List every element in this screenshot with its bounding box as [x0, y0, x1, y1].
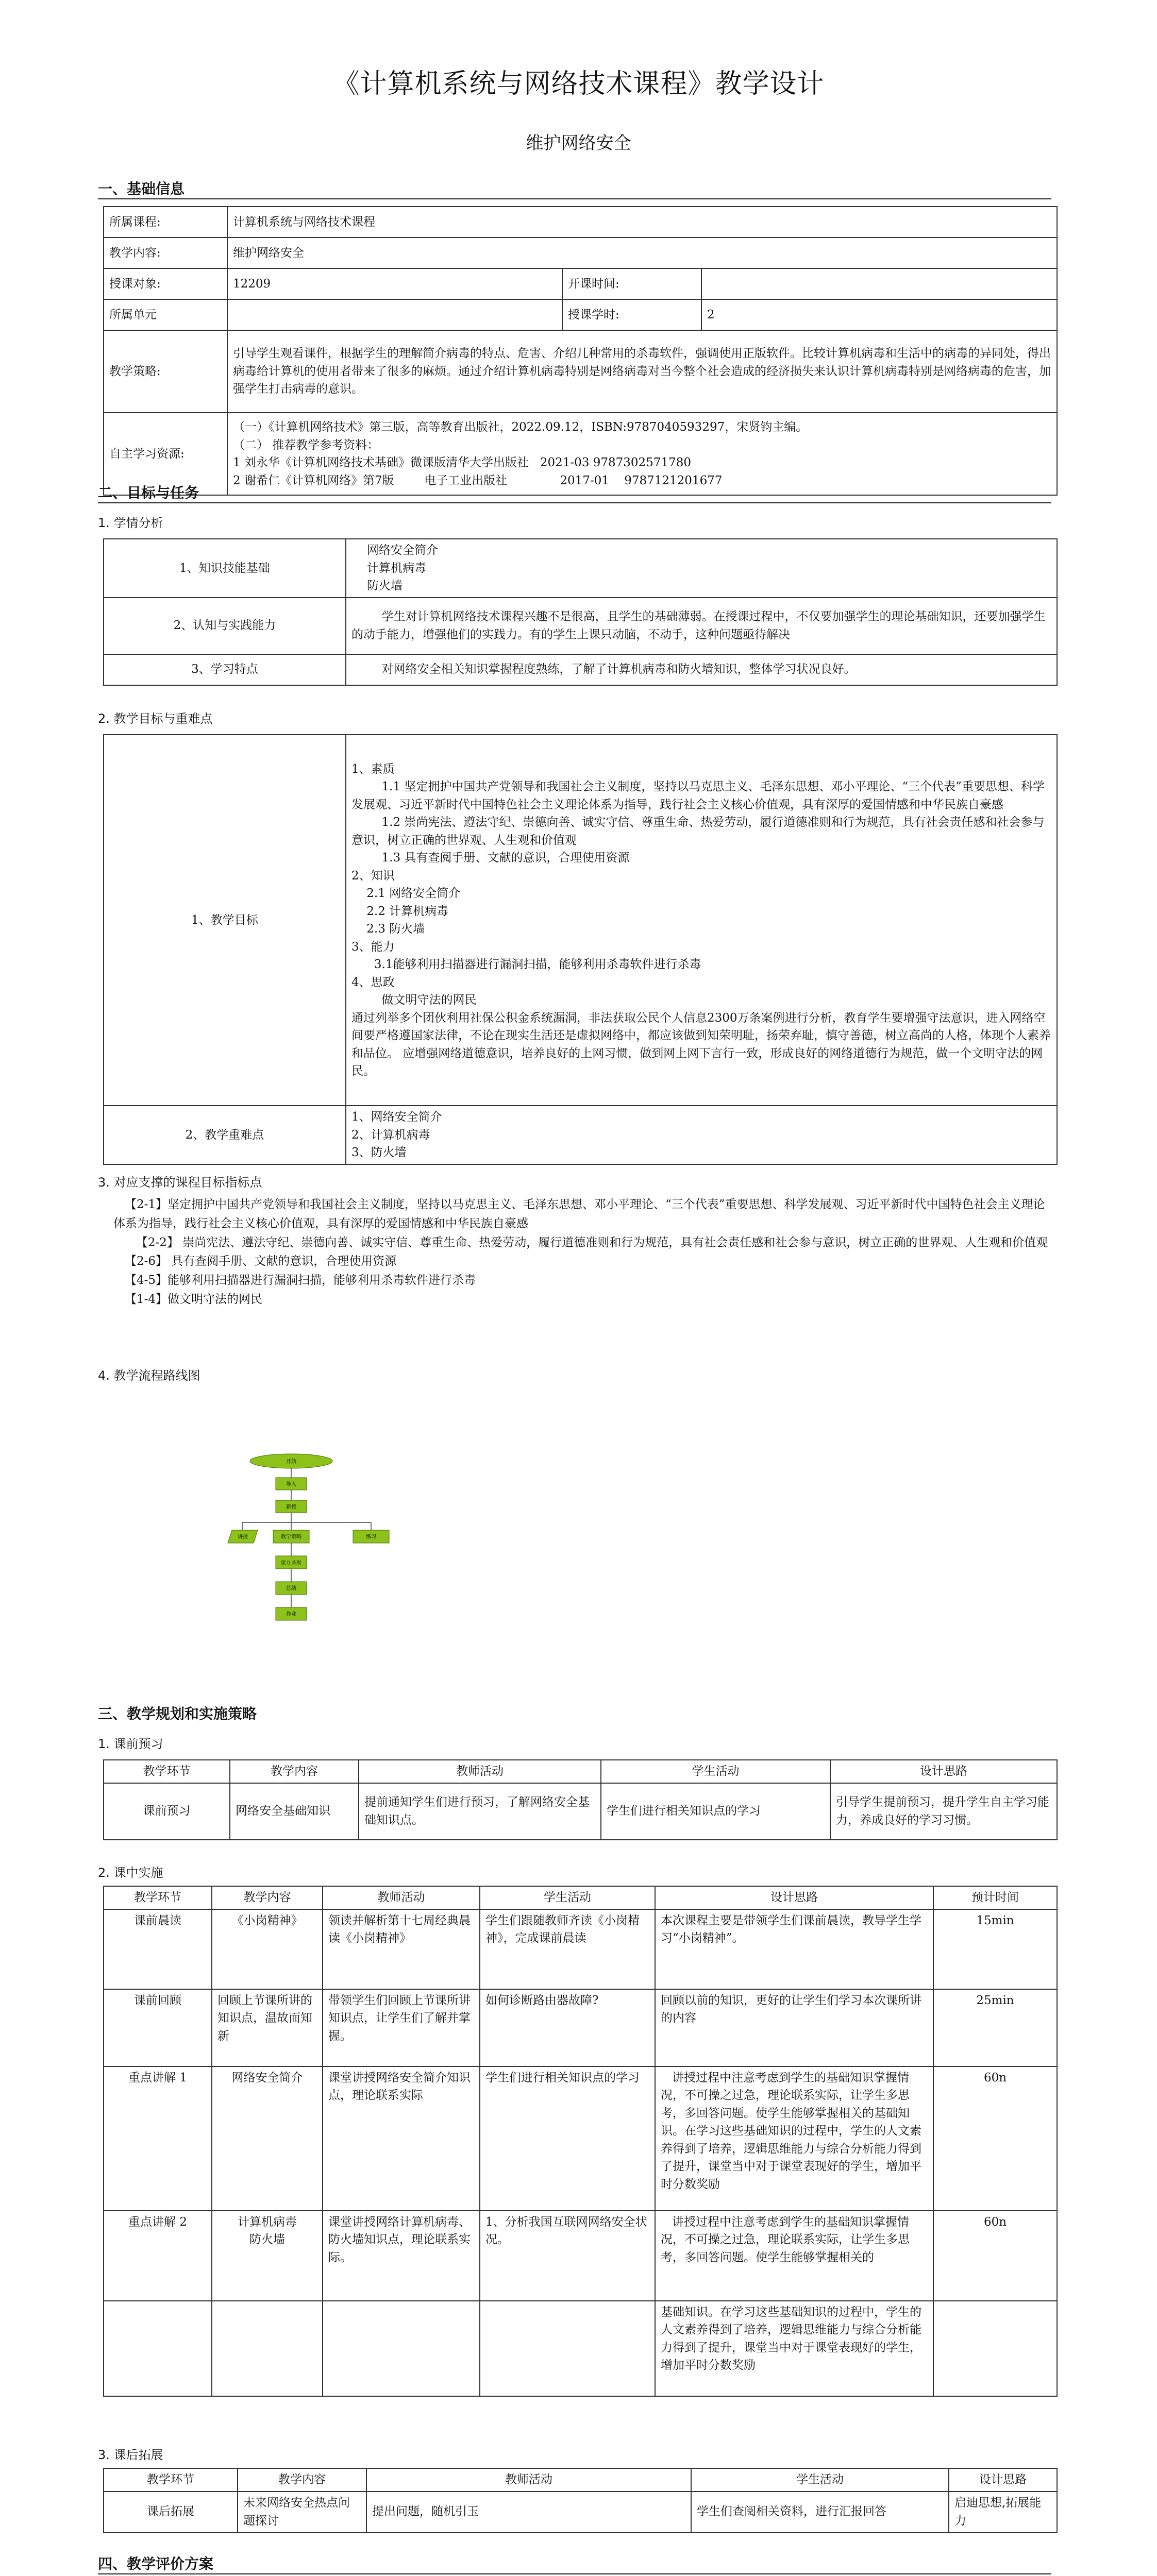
in-cell: 课堂讲授网络计算机病毒、防火墙知识点，理论联系实际。: [323, 2211, 480, 2301]
flow-node-mid-label: 教学策略: [281, 1534, 301, 1540]
section-divider: [98, 198, 1051, 199]
in-class-table: [103, 1886, 1058, 2397]
in-cell: 15min: [933, 1909, 1057, 1989]
in-cell: 重点讲解 2: [104, 2211, 212, 2301]
flow-node-6-label: 作业: [286, 1612, 296, 1617]
pre-class-heading: 1. 课前预习: [98, 1737, 163, 1751]
document-title: 《计算机系统与网络技术课程》教学设计: [332, 69, 825, 99]
section-4-heading: 四、教学评价方案: [98, 2555, 214, 2572]
key-points-label: 2、教学重难点: [104, 1106, 346, 1164]
in-cell: [212, 2301, 323, 2396]
pre-head-4: 学生活动: [601, 1760, 830, 1783]
in-cell: 课堂讲授网络安全简介知识点，理论联系实际: [323, 2066, 480, 2211]
learner-analysis-table: [103, 538, 1058, 686]
in-cell: [104, 2301, 212, 2396]
pre-head-3: 教师活动: [359, 1760, 601, 1783]
in-cell: [480, 2301, 655, 2396]
flow-heading: 4. 教学流程路线图: [98, 1368, 200, 1383]
pre-cell-1: 课前预习: [104, 1783, 230, 1840]
in-cell: 本次课程主要是带领学生们课前晨读，教导学生学习“小岗精神”。: [655, 1909, 933, 1989]
in-head-5: 设计思路: [655, 1886, 933, 1909]
goal-label: 1、教学目标: [104, 735, 346, 1106]
in-cell: 课前回顾: [104, 1989, 212, 2066]
strategy-label: 教学策略:: [104, 330, 227, 413]
key-points-value: 1、网络安全简介 2、计算机病毒 3、防火墙: [346, 1106, 1057, 1164]
post-head-3: 教师活动: [366, 2468, 691, 2492]
content-value: 维护网络安全: [227, 238, 1057, 268]
start-time-value: [701, 268, 1057, 299]
section-divider: [98, 2573, 1051, 2574]
in-cell: 讲授过程中注意考虑到学生的基础知识掌握情况，不可操之过急，理论联系实际，让学生多思考，多回答问题。使学生能够掌握相关的: [655, 2211, 933, 2301]
pre-cell-2: 网络安全基础知识: [230, 1783, 359, 1840]
post-head-5: 设计思路: [949, 2468, 1057, 2492]
table-row: [104, 1989, 1057, 2066]
in-cell: 60n: [933, 2066, 1057, 2211]
in-cell: 计算机病毒 防火墙: [212, 2211, 323, 2301]
content-label: 教学内容:: [104, 238, 227, 268]
table-row: [104, 2066, 1057, 2211]
indicators-text: 【2-1】坚定拥护中国共产党领导和我国社会主义制度，坚持以马克思主义、毛泽东思想、邓小平理论、“三个代表”重要思想、科学发展观、习近平新时代中国特色社会主义理论体系为指导，践行社会主义核心价值观，具有深厚的爱国情感和中华民族自豪感 【2-2】 崇尚宪法、遵法守纪、崇德向善、诚实守信、尊重生命、热爱劳动，履行道德准则和行为规范，具有社会责任感和社会参与意识，树立正确的世界观、人生观和价值观 【2-6】 具有查阅手册、文献的意识，合理使用资源 【4-5】能够利用扫描器进行漏洞扫描，能够利用杀毒软件进行杀毒 【1-4】做文明守法的网民: [113, 1198, 1048, 1306]
strategy-value: 引导学生观看课件，根据学生的理解简介病毒的特点、危害、介绍几种常用的杀毒软件，强调使用正版软件。比较计算机病毒和生活中的病毒的异同处，得出病毒给计算机的使用者带来了很多的麻烦。通过介绍计算机病毒特别是网络病毒对当今整个社会造成的经济损失来认识计算机病毒特别是网络病毒的危害，加强学生打击病毒的意识。: [227, 330, 1057, 413]
pre-head-1: 教学环节: [104, 1760, 230, 1783]
learner-analysis-heading: 1. 学情分析: [98, 516, 163, 530]
resources-value: （一）《计算机网络技术》第三版，高等教育出版社，2022.09.12，ISBN:9787040593297，宋贤钧主编。 （二） 推荐教学参考资料： 1 刘永华《计算机网络技术基础》微课版清华大学出版社 2021-03 9787302571780 2 谢希仁《计算机网络》第7版 电子工业出版社 2017-01 9787121201677: [227, 413, 1057, 495]
teaching-flowchart: [227, 1453, 464, 1669]
resources-label: 自主学习资源:: [104, 413, 227, 495]
hours-value: 2: [701, 299, 1057, 330]
audience-label: 授课对象:: [104, 268, 227, 299]
section-divider: [98, 502, 1051, 503]
in-head-6: 预计时间: [933, 1886, 1057, 1909]
in-cell: 基础知识。在学习这些基础知识的过程中，学生的人文素养得到了培养，逻辑思维能力与综合分析能力得到了提升，课堂当中对于课堂表现好的学生，增加平时分数奖励: [655, 2301, 933, 2396]
table-row: [104, 2211, 1057, 2301]
la-value-3: 对网络安全相关知识掌握程度熟练，了解了计算机病毒和防火墙知识，整体学习状况良好。: [346, 654, 1057, 685]
la-label-1: 1、知识技能基础: [104, 539, 346, 598]
in-cell: 25min: [933, 1989, 1057, 2066]
section-1-heading: 一、基础信息: [98, 180, 185, 197]
in-cell: 网络安全简介: [212, 2066, 323, 2211]
in-class-heading: 2. 课中实施: [98, 1866, 163, 1880]
post-cell-2: 未来网络安全热点问题探讨: [238, 2492, 366, 2533]
in-head-4: 学生活动: [480, 1886, 655, 1909]
in-cell: 60n: [933, 2211, 1057, 2301]
la-value-2: 学生对计算机网络技术课程兴趣不是很高，且学生的基础薄弱。在授课过程中，不仅要加强学生的理论基础知识，还要加强学生的动手能力，增强他们的实践力。有的学生上课只动脑，不动手，这种问题亟待解决: [346, 598, 1057, 654]
document-subtitle: 维护网络安全: [526, 133, 631, 154]
in-cell: 1、分析我国互联网网络安全状况。: [480, 2211, 655, 2301]
pre-cell-5: 引导学生提前预习，提升学生自主学习能力，养成良好的学习习惯。: [830, 1783, 1057, 1840]
in-cell: [323, 2301, 480, 2396]
flow-node-1-label: 导入: [286, 1482, 296, 1487]
flow-node-left-label: 讲授: [238, 1534, 248, 1540]
table-row: [104, 1909, 1057, 1989]
la-label-3: 3、学习特点: [104, 654, 346, 685]
flow-start-label: 开始: [286, 1459, 296, 1465]
audience-value: 12209: [227, 268, 562, 299]
post-cell-1: 课后拓展: [104, 2492, 238, 2533]
in-cell: 学生们进行相关知识点的学习: [480, 2066, 655, 2211]
basic-info-table: [103, 206, 1058, 496]
in-cell: 重点讲解 1: [104, 2066, 212, 2211]
goal-value: 1、素质 1.1 坚定拥护中国共产党领导和我国社会主义制度，坚持以马克思主义、毛泽东思想、邓小平理论、“三个代表”重要思想、科学发展观、习近平新时代中国特色社会主义理论体系为指导，践行社会主义核心价值观，具有深厚的爱国情感和中华民族自豪感 1.2 崇尚宪法、遵法守纪、崇德向善、诚实守信、尊重生命、热爱劳动，履行道德准则和行为规范，具有社会责任感和社会参与意识，树立正确的世界观、人生观和价值观 1.3 具有查阅手册、文献的意识，合理使用资源 2、知识 2.1 网络安全简介 2.2 计算机病毒 2.3 防火墙 3、能力 3.1能够利用扫描器进行漏洞扫描，能够利用杀毒软件进行杀毒 4、思政 做文明守法的网民 通过列举多个团伙利用社保公积金系统漏洞，非法获取公民个人信息2300万条案例进行分析，教育学生要增强守法意识，进入网络空间要严格遵国家法律，不论在现实生活还是虚拟网络中，都应该做到知荣明耻，扬荣弃耻，慎守善德，树立高尚的人格，体现个人素养和品位。 应增强网络道德意识，培养良好的上网习惯，做到网上网下言行一致，形成良好的网络道德行为规范，做一个文明守法的网民。: [346, 735, 1057, 1106]
in-cell: 《小岗精神》: [212, 1909, 323, 1989]
in-cell: 领读并解析第十七周经典晨读《小岗精神》: [323, 1909, 480, 1989]
la-value-1: 网络安全简介 计算机病毒 防火墙: [346, 539, 1057, 598]
post-cell-3: 提出问题，随机引玉: [366, 2492, 691, 2533]
in-cell: 回顾上节课所讲的知识点，温故而知新: [212, 1989, 323, 2066]
la-label-2: 2、认知与实践能力: [104, 598, 346, 654]
course-label: 所属课程:: [104, 207, 227, 238]
post-cell-4: 学生们查阅相关资料，进行汇报回答: [691, 2492, 949, 2533]
flow-node-4-label: 能力 拓展: [281, 1561, 301, 1566]
pre-cell-4: 学生们进行相关知识点的学习: [601, 1783, 830, 1840]
goals-table: [103, 734, 1058, 1165]
flow-node-5-label: 总结: [286, 1586, 296, 1591]
pre-head-5: 设计思路: [830, 1760, 1057, 1783]
course-value: 计算机系统与网络技术课程: [227, 207, 1057, 238]
in-cell: 讲授过程中注意考虑到学生的基础知识掌握情况，不可操之过急，理论联系实际，让学生多思考，多回答问题。使学生能够掌握相关的基础知识。在学习这些基础知识的过程中，学生的人文素养得到了培养，逻辑思维能力与综合分析能力得到了提升，课堂当中对于课堂表现好的学生，增加平时分数奖励: [655, 2066, 933, 2211]
hours-label: 授课学时:: [562, 299, 701, 330]
post-class-table: [103, 2468, 1058, 2533]
in-cell: 如何诊断路由器故障?: [480, 1989, 655, 2066]
flow-node-right-label: 练习: [366, 1534, 376, 1540]
pre-cell-3: 提前通知学生们进行预习，了解网络安全基础知识点。: [359, 1783, 601, 1840]
pre-class-table: [103, 1759, 1058, 1840]
in-cell: 回顾以前的知识，更好的让学生们学习本次课所讲的内容: [655, 1989, 933, 2066]
post-class-heading: 3. 课后拓展: [98, 2448, 163, 2462]
indicators-heading: 3. 对应支撑的课程目标指标点: [98, 1175, 262, 1190]
in-cell: [933, 2301, 1057, 2396]
pre-head-2: 教学内容: [230, 1760, 359, 1783]
post-head-2: 教学内容: [238, 2468, 366, 2492]
in-cell: 学生们跟随教师齐读《小岗精神》，完成课前晨读: [480, 1909, 655, 1989]
post-cell-5: 启迪思想,拓展能力: [949, 2492, 1057, 2533]
table-row: [104, 2301, 1057, 2396]
in-cell: 课前晨读: [104, 1909, 212, 1989]
section-2-heading: 二、目标与任务: [98, 484, 199, 501]
in-cell: 带领学生们回顾上节课所讲知识点，让学生们了解并掌握。: [323, 1989, 480, 2066]
section-3-heading: 三、教学规划和实施策略: [98, 1705, 257, 1722]
in-head-1: 教学环节: [104, 1886, 212, 1909]
in-head-3: 教师活动: [323, 1886, 480, 1909]
post-head-4: 学生活动: [691, 2468, 949, 2492]
unit-label: 所属单元: [104, 299, 227, 330]
in-head-2: 教学内容: [212, 1886, 323, 1909]
goals-heading: 2. 教学目标与重难点: [98, 711, 213, 726]
post-head-1: 教学环节: [104, 2468, 238, 2492]
unit-value: [227, 299, 562, 330]
start-time-label: 开课时间:: [562, 268, 701, 299]
flow-node-2-label: 新授: [286, 1504, 296, 1510]
